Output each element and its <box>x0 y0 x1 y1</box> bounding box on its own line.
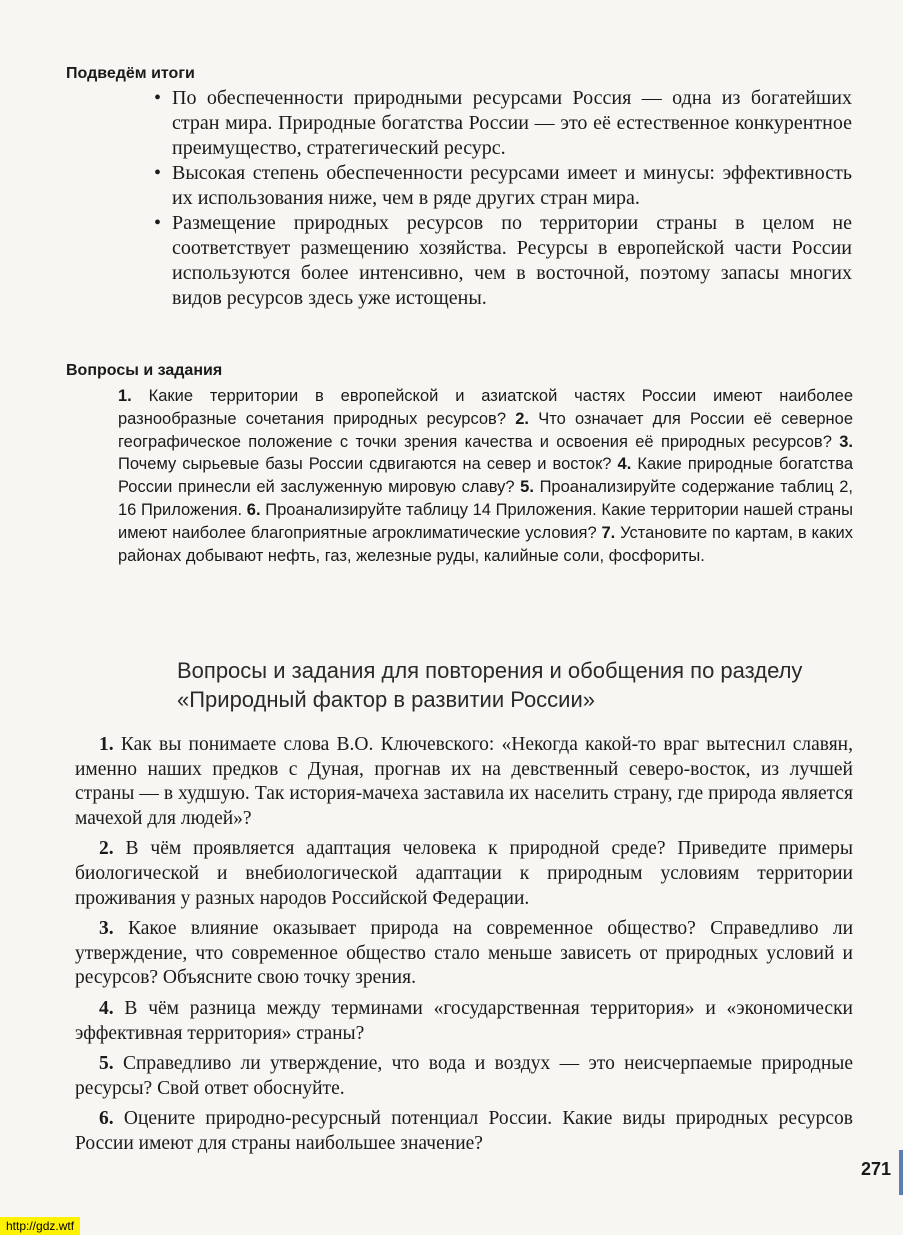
review-item <box>75 733 853 831</box>
review-text: Справедливо ли утверждение, что вода и воздух — это неисчерпаемые природные ресурсы? Свой ответ обоснуйте. <box>75 1053 854 1099</box>
review-title-line1: Вопросы и задания для повторения и обобщения по разделу <box>177 658 803 683</box>
review-section-title <box>177 656 867 714</box>
question-number: 6. <box>246 500 261 519</box>
review-text: В чём проявляется адаптация человека к природной среде? Приведите примеры биологической и внебиологической адаптации к природным условиям территории проживания у разных народов Российской Федерации. <box>75 838 854 909</box>
review-item <box>75 1052 853 1101</box>
page-edge-marker <box>899 1150 903 1195</box>
question-text: Проанализируйте содержание таблиц 2, 16 Приложения. <box>118 478 853 519</box>
question-text: Установите по картам, в каких районах добывают нефть, газ, железные руды, калийные соли, фосфориты. <box>118 523 853 565</box>
summary-list <box>152 86 852 311</box>
summary-bullet: • По обеспеченности природными ресурсами Россия — одна из богатейших стран мира. Природные богатства России — это её естественное конкурентное преимущество, стратегический ресурс. <box>152 86 852 161</box>
review-list <box>75 733 853 1163</box>
question-text: Что означает для России её северное географическое положение с точки зрения качества и освоения её природных ресурсов? <box>118 409 854 451</box>
question-number: 5. <box>520 478 534 497</box>
review-number: 2. <box>99 838 114 860</box>
review-item <box>75 1107 853 1156</box>
question-number: 4. <box>617 455 632 474</box>
question-text: Какие природные богатства России принесли ей заслуженную мировую славу? <box>118 455 853 497</box>
question-number: 3. <box>839 432 853 451</box>
review-text: Оцените природно-ресурсный потенциал России. Какие виды природных ресурсов России имеют для страны наибольшее значение? <box>75 1108 853 1154</box>
review-number: 4. <box>99 997 114 1019</box>
review-number: 3. <box>99 918 114 940</box>
review-text: Как вы понимаете слова В.О. Ключевского: «Некогда какой-то враг вытеснил славян, именно наших предков с Дуная, прогнав их на девственный северо-восток, из лучшей страны — в худшую. Так история-мачеха заставила их населить страну, где природа является мачехой для людей»? <box>75 734 853 829</box>
review-number: 5. <box>99 1053 114 1075</box>
review-number: 1. <box>99 734 114 755</box>
summary-heading: Подведём итоги <box>66 65 195 82</box>
questions-paragraph <box>118 385 853 567</box>
review-text: Какое влияние оказывает природа на современное общество? Справедливо ли утверждение, что современное общество стало меньше зависеть от природных условий и ресурсов? Объясните свою точку зрения. <box>75 918 854 989</box>
summary-bullet: • Размещение природных ресурсов по территории страны в целом не соответствует размещению хозяйства. Ресурсы в европейской части России используются более интенсивно, чем в восточной, поэтому запасы многих видов ресурсов здесь уже истощены. <box>152 211 852 311</box>
question-number: 2. <box>515 409 529 428</box>
review-number: 6. <box>99 1108 114 1130</box>
question-number: 1. <box>118 387 132 405</box>
question-text: Проанализируйте таблицу 14 Приложения. Какие территории нашей страны имеют наиболее благоприятные агроклиматические условия? <box>118 500 854 542</box>
review-item <box>75 837 853 911</box>
questions-heading: Вопросы и задания <box>66 362 223 379</box>
question-text: Почему сырьевые базы России сдвигаются на север и восток? <box>118 455 612 474</box>
page-number: 271 <box>860 1159 891 1179</box>
watermark-link[interactable]: http://gdz.wtf <box>0 1217 80 1235</box>
review-item <box>75 917 853 991</box>
review-text: В чём разница между терминами «государственная территория» и «экономически эффективная территория» страны? <box>75 997 853 1044</box>
review-title-line2: «Природный фактор в развитии России» <box>177 687 595 712</box>
review-item <box>75 997 853 1046</box>
summary-bullet: • Высокая степень обеспеченности ресурсами имеет и минусы: эффективность их использования ниже, чем в ряде других стран мира. <box>152 161 852 211</box>
question-number: 7. <box>601 523 616 542</box>
question-text: Какие территории в европейской и азиатской частях России имеют наиболее разнообразные сочетания природных ресурсов? <box>118 387 853 428</box>
